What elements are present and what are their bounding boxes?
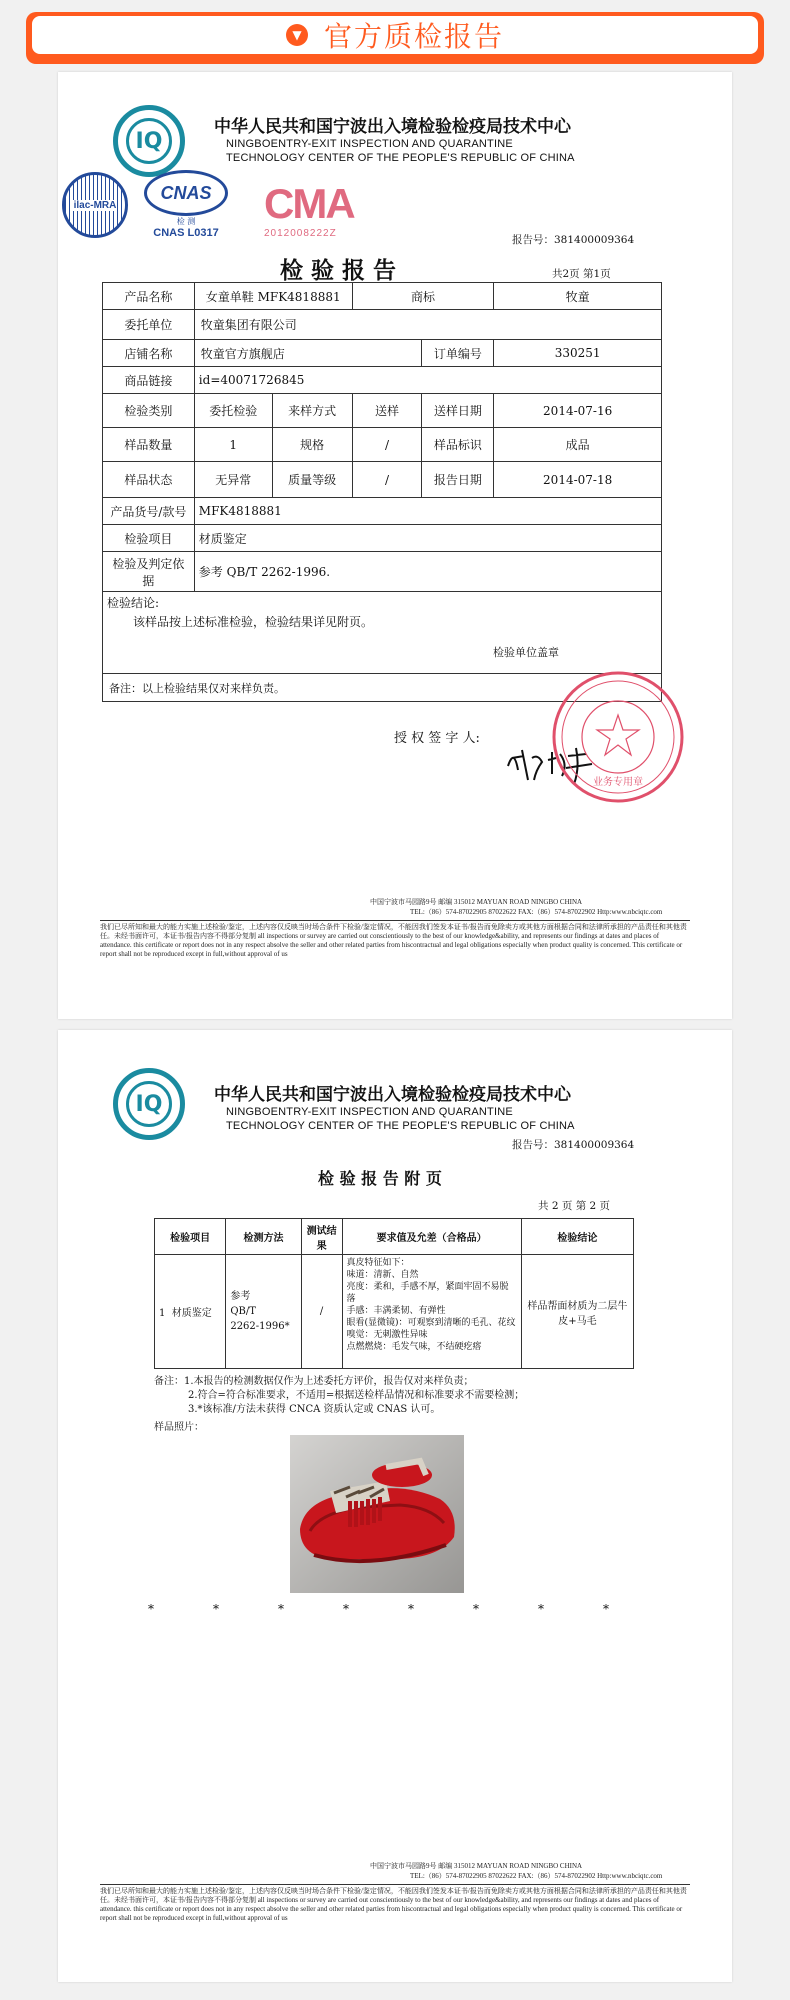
cell-result: / <box>301 1255 342 1369</box>
disclaimer <box>100 923 690 959</box>
value-grade: / <box>352 462 422 498</box>
conclusion-label: 检验结论: <box>107 596 160 610</box>
cell-conclusion: 样品帮面材质为二层牛皮+马毛 <box>521 1255 633 1369</box>
value-report-date: 2014-07-18 <box>494 462 662 498</box>
star-divider: * <box>278 1602 284 1616</box>
value-brand: 牧童 <box>494 283 662 310</box>
official-stamp <box>548 667 688 807</box>
label-product-name: 产品名称 <box>103 283 195 310</box>
value-shop: 牧童官方旗舰店 <box>194 340 422 367</box>
row-item: 材质鉴定 <box>171 1308 212 1319</box>
report-title: 检 验 报 告 <box>280 257 397 284</box>
table-row <box>155 1255 634 1369</box>
value-client: 牧童集团有限公司 <box>194 310 661 340</box>
star-divider: * <box>538 1602 544 1616</box>
star-divider: * <box>473 1602 479 1616</box>
header-item: 检验项目 <box>155 1219 226 1255</box>
label-report-date: 报告日期 <box>422 462 494 498</box>
conclusion-text: 该样品按上述标准检验，检验结果详见附页。 <box>133 615 374 629</box>
disclaimer <box>100 1887 690 1923</box>
value-spec: / <box>352 428 422 462</box>
org-name-cn: 中华人民共和国宁波出入境检验检疫局技术中心 <box>214 117 571 137</box>
value-mark: 成品 <box>494 428 662 462</box>
value-type: 委托检验 <box>194 394 272 428</box>
label-link: 商品链接 <box>103 367 195 394</box>
star-divider: * <box>213 1602 219 1616</box>
value-basis: 参考 QB/T 2262-1996. <box>194 552 661 592</box>
star-divider: * <box>148 1602 154 1616</box>
value-link: id=40071726845 <box>194 367 661 394</box>
photo-label: 样品照片： <box>154 1422 204 1433</box>
report-page-1 <box>58 72 732 1019</box>
annex-table <box>154 1218 634 1369</box>
page-info: 共 2 页 第 2 页 <box>538 1200 611 1212</box>
label-sampling: 来样方式 <box>272 394 352 428</box>
star-divider: * <box>343 1602 349 1616</box>
banner-title: 官方质检报告 <box>323 20 504 53</box>
note-3: 3.*该标准/方法未获得 CNCA 资质认定或 CNAS 认可。 <box>188 1404 441 1415</box>
cma-logo: CMA 2012008222Z <box>264 180 354 239</box>
contact-info: TEL:（86）574-87022905 87022622 FAX:（86）574-87022902 Http:www.nbciqtc.com <box>410 908 663 916</box>
org-name-en-2: TECHNOLOGY CENTER OF THE PEOPLE'S REPUBLIC OF CHINA <box>226 152 575 164</box>
report-number: 报告号：381400009364 <box>512 234 635 246</box>
org-name-en-1: NINGBOENTRY-EXIT INSPECTION AND QUARANTINE <box>226 138 513 150</box>
footer-divider <box>100 1884 690 1885</box>
address: 中国宁波市马园路9号 邮编 315012 MAYUAN ROAD NINGBO CHINA <box>370 1862 583 1870</box>
contact-info: TEL:（86）574-87022905 87022622 FAX:（86）574-87022902 Http:www.nbciqtc.com <box>410 1872 663 1880</box>
disclaimer-cn: 我们已尽所知和最大的能力实施上述检验/鉴定，上述内容仅反映当时场合条件下检验/鉴定情况，不能因我们签发本证书/报告而免除卖方或其他方面根据合同和法律所承担的产品责任和其他责任。未经书面许可，本证书/报告内容不得部分复制 <box>100 1887 687 1904</box>
cell-item <box>155 1255 226 1369</box>
header-result: 测试结果 <box>301 1219 342 1255</box>
label-sent-date: 送样日期 <box>422 394 494 428</box>
conclusion-cell <box>103 592 662 674</box>
value-qty: 1 <box>194 428 272 462</box>
value-sampling: 送样 <box>352 394 422 428</box>
svg-text:业务专用章: 业务专用章 <box>593 777 643 788</box>
cnas-logo: CNAS 检 测 CNAS L0317 <box>144 170 228 248</box>
report-number: 报告号：381400009364 <box>512 1139 635 1151</box>
note-1: 备注：1.本报告的检测数据仅作为上述委托方评价，报告仅对来样负责； <box>154 1376 474 1387</box>
remark: 备注：以上检验结果仅对来样负责。 <box>103 674 662 702</box>
value-style: MFK4818881 <box>194 498 661 525</box>
signer-label: 授 权 签 字 人: <box>394 731 480 746</box>
report-table <box>102 282 662 702</box>
label-state: 样品状态 <box>103 462 195 498</box>
disclaimer-en: all inspections or survey are carried out conscientiously to the best of our knowledge&ability, and represents our findings at dates and places of attendance. this certificate or report does not in any respect absolve the seller and other related parties from hiscontractual and legal obligations especially when product quality is concerned. This certificate or report shall not be reproduced except in full,without approval of us <box>100 932 683 958</box>
ciq-logo: IQ <box>113 1068 185 1140</box>
value-product-name: 女童单鞋 MFK4818881 <box>194 283 352 310</box>
label-item: 检验项目 <box>103 525 195 552</box>
ilac-mra-logo: ilac-MRA <box>62 172 128 238</box>
row-number: 1 <box>159 1308 166 1319</box>
label-basis: 检验及判定依据 <box>103 552 195 592</box>
star-divider: * <box>603 1602 609 1616</box>
label-style: 产品货号/款号 <box>103 498 195 525</box>
report-banner <box>26 12 764 64</box>
star-divider: * <box>408 1602 414 1616</box>
label-spec: 规格 <box>272 428 352 462</box>
note-2: 2.符合=符合标准要求，不适用=根据送检样品情况和标准要求不需要检测； <box>188 1390 525 1401</box>
value-order: 330251 <box>494 340 662 367</box>
disclaimer-cn: 我们已尽所知和最大的能力实施上述检验/鉴定，上述内容仅反映当时场合条件下检验/鉴定情况，不能因我们签发本证书/报告而免除卖方或其他方面根据合同和法律所承担的产品责任和其他责任。未经书面许可，本证书/报告内容不得部分复制 <box>100 923 687 940</box>
sample-photo <box>290 1435 464 1593</box>
value-state: 无异常 <box>194 462 272 498</box>
label-grade: 质量等级 <box>272 462 352 498</box>
value-item: 材质鉴定 <box>194 525 661 552</box>
label-shop: 店铺名称 <box>103 340 195 367</box>
cell-requirement: 真皮特征如下： 味道：清新、自然 亮度：柔和，手感不厚，紧面牢固不易脱落 手感：丰满柔韧、有弹性 眼看(显微镜)：可观察到清晰的毛孔、花纹 嗅觉：无刺激性异味 点燃燃烧：毛发气味，不结硬疙瘩 <box>342 1255 521 1369</box>
header-conclusion: 检验结论 <box>521 1219 633 1255</box>
address: 中国宁波市马园路9号 邮编 315012 MAYUAN ROAD NINGBO CHINA <box>370 898 583 906</box>
seal-text: 检验单位盖章 <box>493 646 559 659</box>
org-name-en-1: NINGBOENTRY-EXIT INSPECTION AND QUARANTINE <box>226 1106 513 1118</box>
annex-title: 检 验 报 告 附 页 <box>318 1169 442 1188</box>
label-mark: 样品标识 <box>422 428 494 462</box>
ciq-logo: IQ <box>113 105 185 177</box>
label-client: 委托单位 <box>103 310 195 340</box>
label-qty: 样品数量 <box>103 428 195 462</box>
cell-method: 参考 QB/T 2262-1996* <box>226 1255 301 1369</box>
label-order: 订单编号 <box>422 340 494 367</box>
org-name-cn: 中华人民共和国宁波出入境检验检疫局技术中心 <box>214 1085 571 1105</box>
header-method: 检测方法 <box>226 1219 301 1255</box>
chevron-down-icon: ▼ <box>286 24 308 46</box>
footer-divider <box>100 920 690 921</box>
org-name-en-2: TECHNOLOGY CENTER OF THE PEOPLE'S REPUBLIC OF CHINA <box>226 1120 575 1132</box>
value-sent-date: 2014-07-16 <box>494 394 662 428</box>
header-requirement: 要求值及允差（合格品） <box>342 1219 521 1255</box>
disclaimer-en: all inspections or survey are carried out conscientiously to the best of our knowledge&ability, and represents our findings at dates and places of attendance. this certificate or report does not in any respect absolve the seller and other related parties from hiscontractual and legal obligations especially when product quality is concerned. This certificate or report shall not be reproduced except in full,without approval of us <box>100 1896 683 1922</box>
page-info: 共2页 第1页 <box>552 268 611 280</box>
label-type: 检验类别 <box>103 394 195 428</box>
report-page-2 <box>58 1030 732 1982</box>
label-brand: 商标 <box>352 283 494 310</box>
